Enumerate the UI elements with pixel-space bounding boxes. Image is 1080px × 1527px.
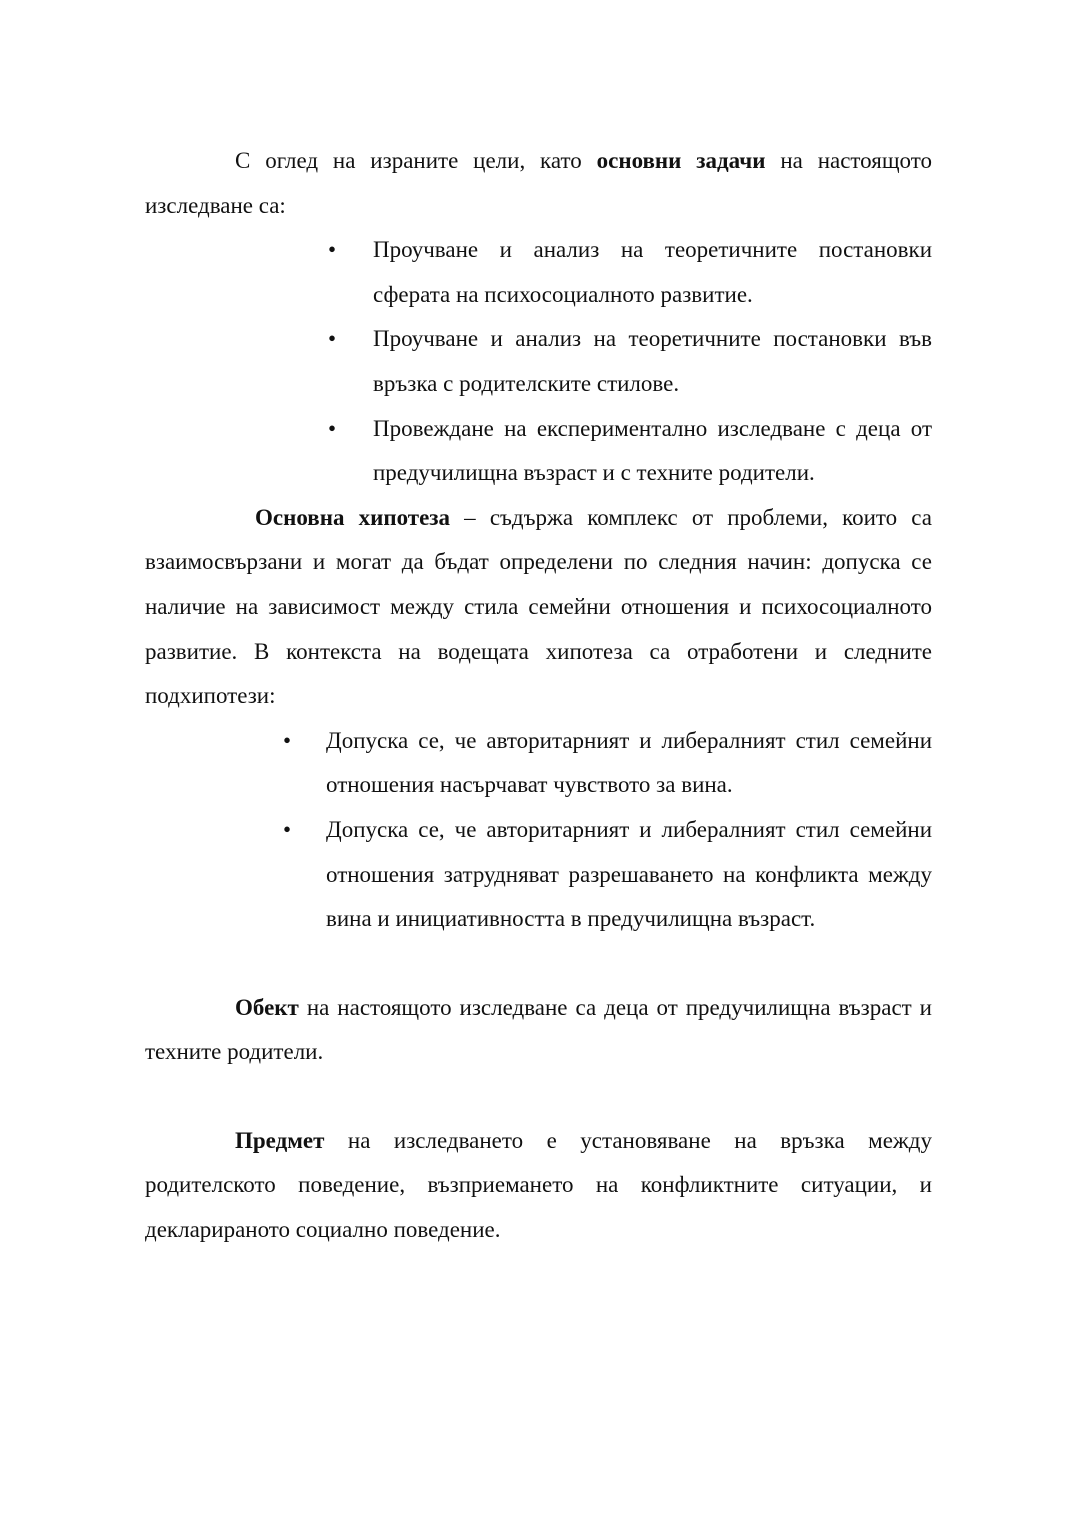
paragraph-spacer <box>145 1075 932 1119</box>
intro-text-end: на настоящото изследване са: <box>145 148 932 218</box>
intro-text-start: С оглед на израните цели, като <box>235 148 597 173</box>
task-text: Проучване и анализ на теоретичните постановки сферата на психосоциалното развитие. <box>373 237 932 307</box>
bullet-icon: • <box>327 415 337 441</box>
document-page <box>145 139 932 1253</box>
subject-paragraph <box>145 1119 932 1253</box>
sub-hypotheses-list <box>145 719 932 942</box>
object-text: на настоящото изследване са деца от предучилищна възраст и техните родители. <box>145 994 932 1065</box>
sub-hypothesis-text: Допуска се, че авторитарният и либералният стил семейни отношения затрудняват разрешаването на конфликта между вина и инициативността в предучилищна възраст. <box>326 816 932 932</box>
bullet-icon: • <box>282 727 292 753</box>
list-item <box>327 407 932 496</box>
bullet-icon: • <box>327 326 337 352</box>
intro-bold-term: основни задачи <box>596 148 766 173</box>
bullet-icon: • <box>282 816 292 842</box>
object-bold-term: Обект <box>235 994 299 1020</box>
list-item <box>282 719 932 808</box>
subject-text: на изследването е установяване на връзка между родителското поведение, възприемането на конфликтните ситуации, и декларираното социално поведение. <box>145 1127 932 1243</box>
tasks-list <box>145 228 932 496</box>
object-paragraph <box>145 986 932 1075</box>
bullet-icon: • <box>327 237 337 263</box>
hypothesis-bold-term: Основна хипотеза <box>255 504 451 530</box>
list-item <box>327 317 932 406</box>
subject-bold-term: Предмет <box>235 1127 325 1153</box>
task-text: Провеждане на експериментално изследване с деца от предучилищна възраст и с техните родители. <box>373 415 932 486</box>
paragraph-spacer <box>145 942 932 986</box>
hypothesis-paragraph <box>145 496 932 719</box>
list-item <box>327 228 932 317</box>
list-item <box>282 808 932 942</box>
hypothesis-text: – съдържа комплекс от проблеми, които са взаимосвързани и могат да бъдат определени по следния начин: допуска се наличие на зависимост между стила семейни отношения и психосоциалното развитие. В контекста на водещата хипотеза са отработени и следните подхипотези: <box>145 504 932 709</box>
intro-paragraph <box>145 139 932 228</box>
task-text: Проучване и анализ на теоретичните постановки във връзка с родителските стилове. <box>373 326 932 396</box>
sub-hypothesis-text: Допуска се, че авторитарният и либералният стил семейни отношения насърчават чувството за вина. <box>326 727 932 798</box>
